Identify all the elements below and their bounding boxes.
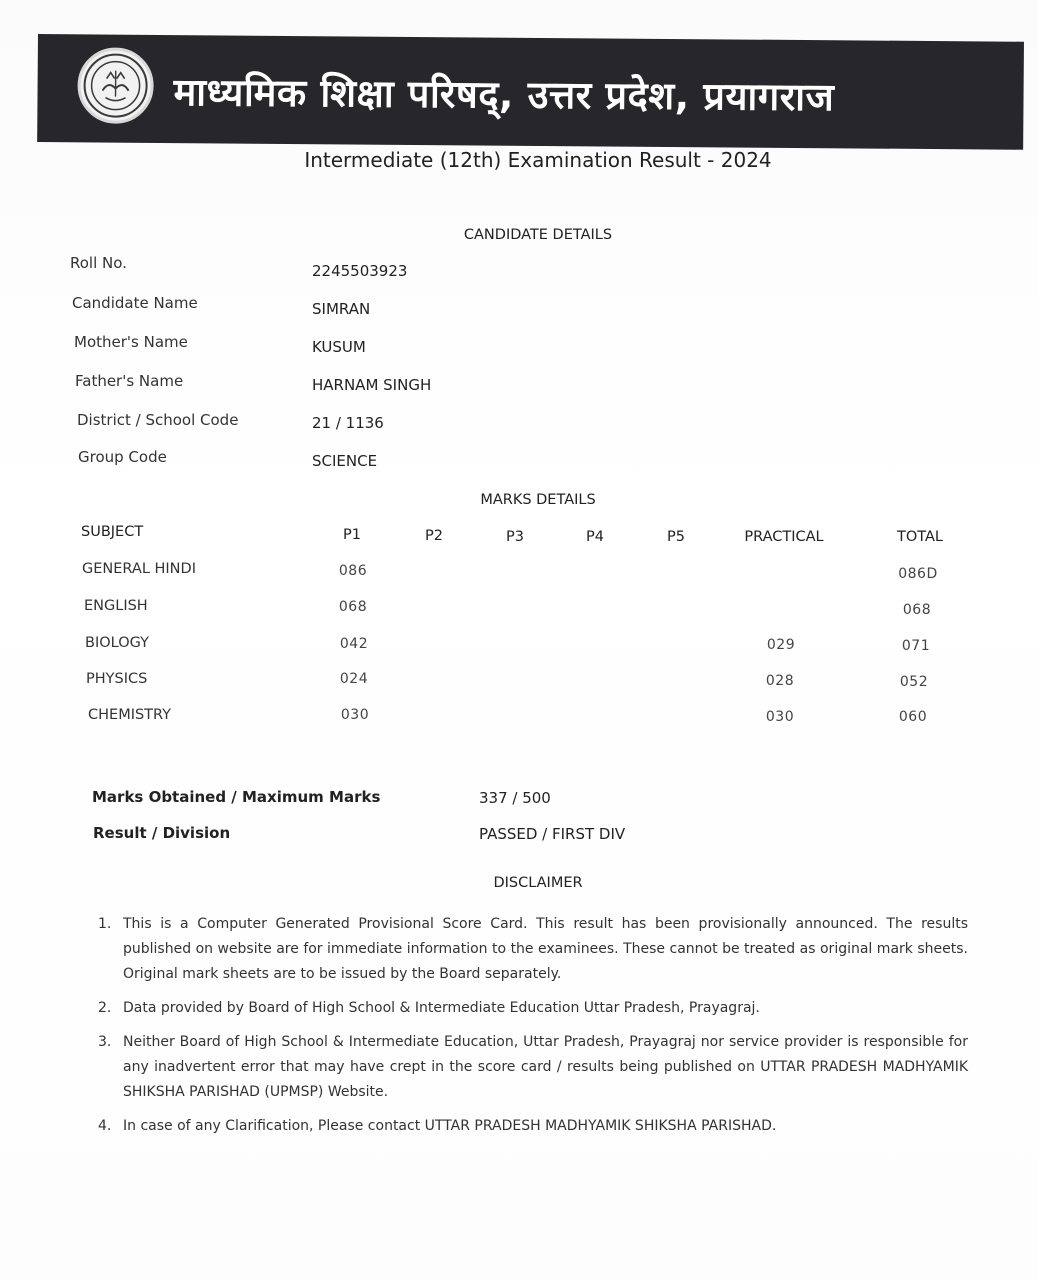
disclaimer-item bbox=[96, 996, 968, 1021]
exam-title: Intermediate (12th) Examination Result - 2024 bbox=[304, 148, 772, 172]
fathers-name-value: HARNAM SINGH bbox=[312, 376, 432, 394]
mothers-name-label: Mother's Name bbox=[74, 333, 188, 351]
subject-cell: GENERAL HINDI bbox=[82, 561, 196, 577]
candidate-details-heading: CANDIDATE DETAILS bbox=[463, 227, 613, 243]
header-banner bbox=[37, 34, 1024, 150]
marks-obtained-value: 337 / 500 bbox=[479, 789, 551, 807]
result-division-label: Result / Division bbox=[93, 824, 231, 842]
disclaimer-item-text: Neither Board of High School & Intermediate Education, Uttar Pradesh, Prayagraj nor service provider is responsible for any inadvertent error that may have crept in the score card / results being published on UTTAR PRADESH MADHYAMIK SHIKSHA PARISHAD (UPMSP) Website. bbox=[123, 1034, 968, 1100]
candidate-name-value: SIMRAN bbox=[312, 300, 371, 318]
subject-cell: CHEMISTRY bbox=[88, 707, 172, 723]
column-header-subject: SUBJECT bbox=[81, 524, 144, 540]
group-code-label: Group Code bbox=[78, 448, 167, 466]
district-school-code-label: District / School Code bbox=[77, 411, 239, 429]
marks-obtained-label: Marks Obtained / Maximum Marks bbox=[92, 788, 381, 806]
disclaimer-item-text: This is a Computer Generated Provisional Score Card. This result has been provisionally announced. The results published on website are for immediate information to the examinees. These cannot be treated as original mark sheets. Original mark sheets are to be issued by the Board separately. bbox=[123, 916, 968, 982]
practical-cell: 030 bbox=[765, 709, 795, 725]
disclaimer-item-text: Data provided by Board of High School & Intermediate Education Uttar Pradesh, Prayagraj. bbox=[123, 1000, 760, 1016]
disclaimer-item-number: 4. bbox=[98, 1118, 112, 1134]
subject-cell: ENGLISH bbox=[84, 598, 148, 614]
up-government-emblem-icon bbox=[77, 47, 154, 124]
subject-cell: BIOLOGY bbox=[85, 635, 149, 651]
column-header-p1: P1 bbox=[343, 527, 361, 543]
marks-details-heading: MARKS DETAILS bbox=[480, 492, 596, 508]
column-header-p4: P4 bbox=[586, 529, 604, 545]
total-cell: 068 bbox=[902, 602, 932, 618]
disclaimer-item-number: 3. bbox=[98, 1034, 112, 1050]
district-school-code-value: 21 / 1136 bbox=[312, 414, 384, 432]
disclaimer-item-number: 2. bbox=[98, 1000, 112, 1016]
disclaimer-item-number: 1. bbox=[98, 916, 112, 932]
column-header-p3: P3 bbox=[506, 529, 524, 545]
total-cell: 052 bbox=[899, 674, 929, 690]
practical-cell: 028 bbox=[765, 673, 795, 689]
column-header-total: TOTAL bbox=[897, 529, 943, 545]
column-header-p5: P5 bbox=[667, 529, 685, 545]
roll-no-label: Roll No. bbox=[70, 254, 127, 272]
disclaimer-list bbox=[96, 912, 968, 1148]
board-title: माध्यमिक शिक्षा परिषद्, उत्तर प्रदेश, प्रयागराज bbox=[173, 70, 835, 120]
p1-cell: 042 bbox=[339, 636, 369, 652]
column-header-p2: P2 bbox=[425, 528, 443, 544]
total-cell: 086D bbox=[898, 566, 938, 582]
p1-cell: 086 bbox=[338, 563, 368, 579]
roll-no-value: 2245503923 bbox=[312, 262, 408, 280]
fathers-name-label: Father's Name bbox=[75, 372, 184, 390]
column-header-practical: PRACTICAL bbox=[744, 529, 824, 545]
p1-cell: 024 bbox=[339, 671, 369, 687]
disclaimer-item-text: In case of any Clarification, Please contact UTTAR PRADESH MADHYAMIK SHIKSHA PARISHAD. bbox=[123, 1118, 777, 1134]
disclaimer-heading: DISCLAIMER bbox=[493, 875, 583, 891]
group-code-value: SCIENCE bbox=[312, 452, 378, 470]
total-cell: 071 bbox=[901, 638, 931, 654]
disclaimer-item bbox=[96, 912, 968, 987]
result-division-value: PASSED / FIRST DIV bbox=[479, 825, 626, 843]
total-cell: 060 bbox=[898, 709, 928, 725]
p1-cell: 068 bbox=[338, 599, 368, 615]
disclaimer-item bbox=[96, 1030, 968, 1105]
practical-cell: 029 bbox=[766, 637, 796, 653]
mothers-name-value: KUSUM bbox=[312, 338, 366, 356]
candidate-name-label: Candidate Name bbox=[72, 294, 198, 312]
subject-cell: PHYSICS bbox=[86, 671, 148, 687]
disclaimer-item bbox=[96, 1114, 968, 1139]
p1-cell: 030 bbox=[340, 707, 370, 723]
